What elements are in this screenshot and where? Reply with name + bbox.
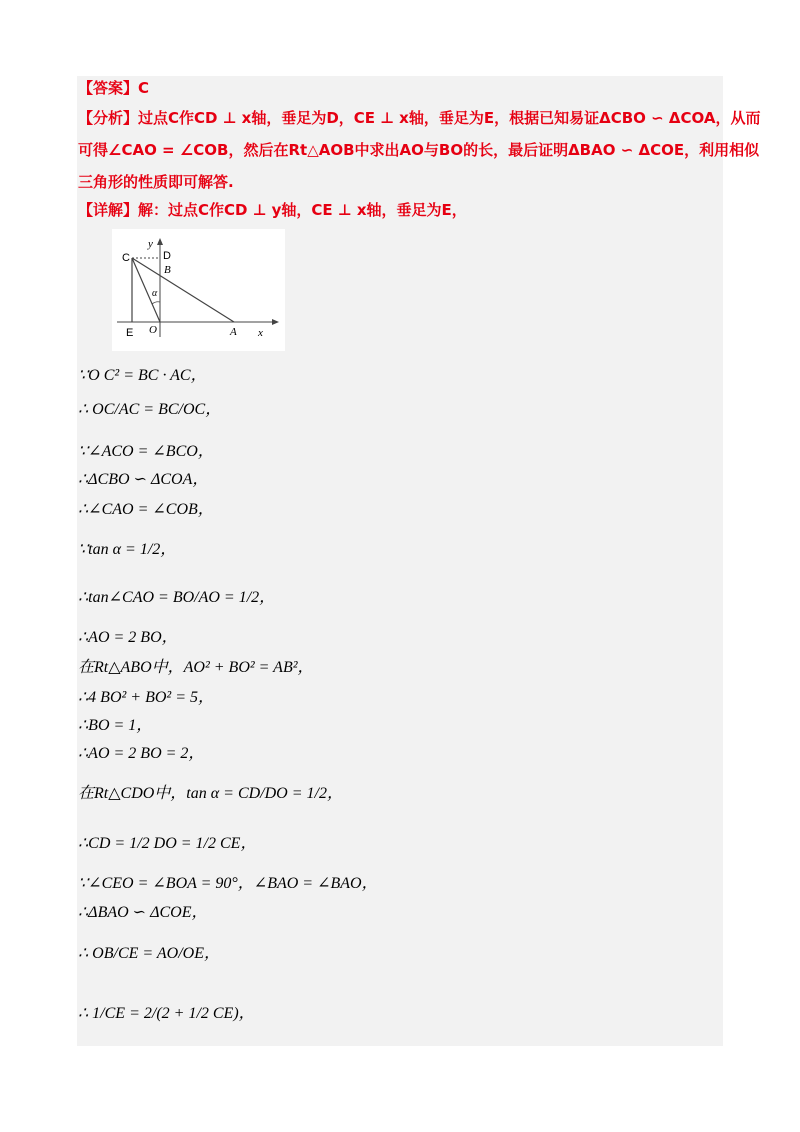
step-13: 在Rt△CDO中，tan α = CD/DO = 1/2， bbox=[78, 785, 343, 802]
step-11: ∴BO = 1， bbox=[78, 717, 153, 734]
step-10: ∴4 BO² + BO² = 5， bbox=[78, 689, 215, 706]
label-o: O bbox=[149, 324, 157, 336]
figure-svg bbox=[112, 229, 285, 351]
step-4: ∴ΔCBO ∽ ΔCOA， bbox=[78, 471, 209, 488]
label-e: E bbox=[126, 327, 134, 339]
label-x: x bbox=[258, 327, 263, 339]
step-15: ∵∠CEO = ∠BOA = 90°，∠BAO = ∠BAO， bbox=[78, 875, 378, 892]
content-panel bbox=[77, 76, 723, 1046]
step-6: ∵tan α = 1/2， bbox=[78, 541, 177, 558]
step-12: ∴AO = 2 BO = 2， bbox=[78, 745, 205, 762]
step-17: ∴ OB/CE = AO/OE， bbox=[78, 945, 221, 962]
label-d: D bbox=[163, 250, 171, 262]
label-alpha: α bbox=[152, 288, 158, 299]
y-axis-arrow bbox=[157, 238, 163, 245]
step-14: ∴CD = 1/2 DO = 1/2 CE， bbox=[78, 835, 257, 852]
analysis-line-2: 可得∠CAO = ∠COB，然后在Rt△AOB中求出AO与BO的长，最后证明ΔBAO ∽ ΔCOE，利用相似 bbox=[78, 141, 760, 159]
label-a: A bbox=[230, 326, 237, 338]
label-y: y bbox=[148, 238, 153, 250]
step-9: 在Rt△ABO中，AO² + BO² = AB²， bbox=[78, 659, 314, 676]
step-8: ∴AO = 2 BO， bbox=[78, 629, 178, 646]
segment-ca bbox=[132, 258, 234, 322]
analysis-line-1: 【分析】过点C作CD ⊥ x轴，垂足为D，CE ⊥ x轴，垂足为E，根据已知易证ΔCBO ∽ ΔCOA，从而 bbox=[78, 109, 761, 127]
step-16: ∴ΔBAO ∽ ΔCOE， bbox=[78, 904, 208, 921]
label-c: C bbox=[122, 252, 130, 264]
step-3: ∵∠ACO = ∠BCO， bbox=[78, 443, 214, 460]
step-7: ∴tan∠CAO = BO/AO = 1/2， bbox=[78, 589, 276, 606]
step-1: ∵O C² = BC · AC， bbox=[78, 367, 207, 384]
answer-line: 【答案】C bbox=[78, 79, 150, 97]
x-axis-arrow bbox=[272, 319, 279, 325]
alpha-arc bbox=[152, 302, 160, 304]
detail-line: 【详解】解：过点C作CD ⊥ y轴，CE ⊥ x轴，垂足为E， bbox=[78, 201, 467, 219]
geometry-figure bbox=[112, 229, 285, 351]
label-b: B bbox=[164, 264, 171, 276]
step-5: ∴∠CAO = ∠COB， bbox=[78, 501, 214, 518]
analysis-line-3: 三角形的性质即可解答. bbox=[78, 173, 234, 191]
step-18: ∴ 1/CE = 2/(2 + 1/2 CE)， bbox=[78, 1005, 255, 1022]
step-2: ∴ OC/AC = BC/OC， bbox=[78, 401, 222, 418]
